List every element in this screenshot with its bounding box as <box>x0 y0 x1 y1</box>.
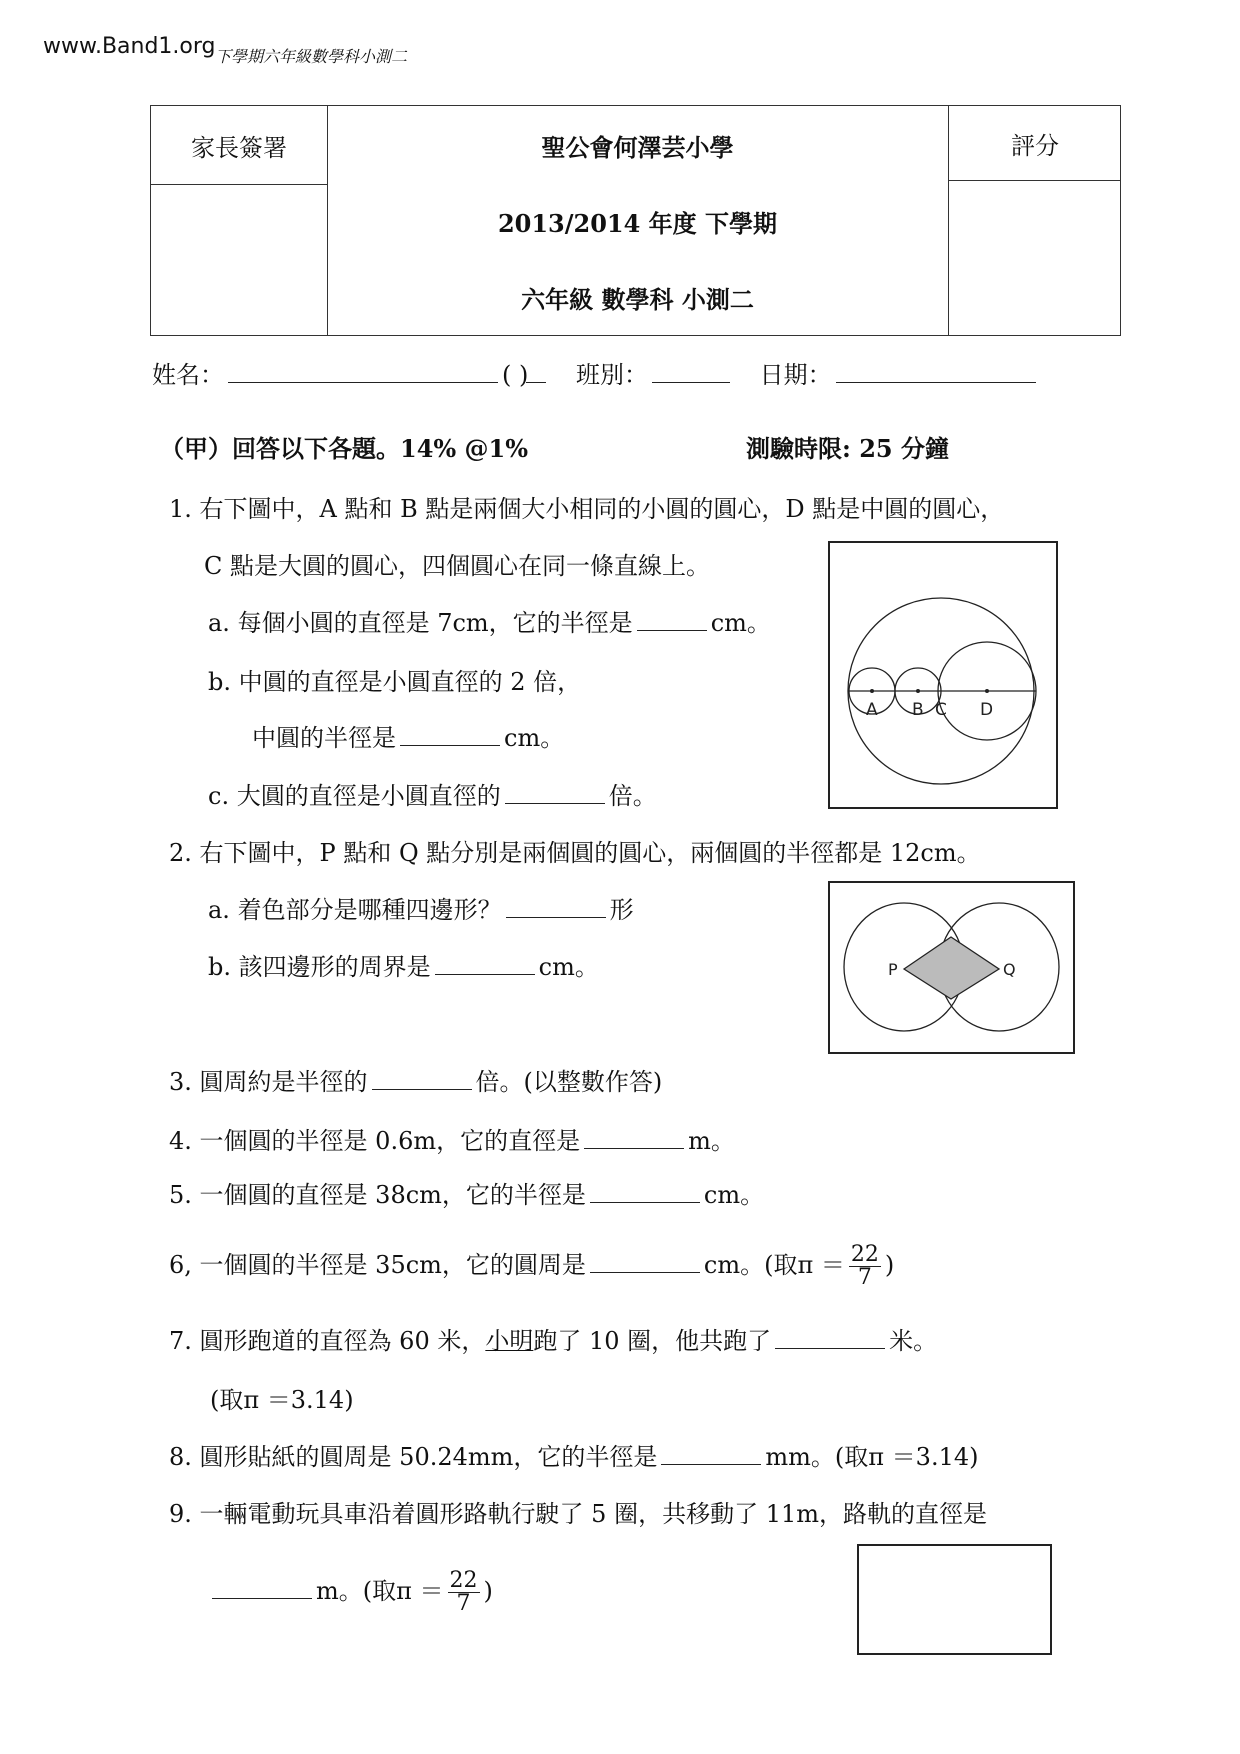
school-year: 2013/2014 年度 下學期 <box>497 209 778 238</box>
question-7-note: (取π ＝3.14) <box>210 1386 354 1414</box>
question-1-text2: C 點是大圓的圓心，四個圓心在同一條直線上。 <box>204 552 710 580</box>
test-subject: 六年級 數學科 小測二 <box>521 285 754 314</box>
answer-3[interactable] <box>372 1067 472 1090</box>
question-7: 7. 圓形跑道的直徑為 60 米，小明跑了 10 圈，他共跑了 米。 <box>169 1327 938 1355</box>
answer-6[interactable] <box>590 1250 700 1273</box>
label-C: C <box>935 700 947 720</box>
answer-5[interactable] <box>590 1180 700 1203</box>
label-Q: Q <box>1003 960 1016 979</box>
question-2: 2. 右下圖中，P 點和 Q 點分別是兩個圓的圓心，兩個圓的半徑都是 12cm。 <box>169 839 981 867</box>
school-name: 聖公會何澤芸小學 <box>541 133 734 162</box>
question-1b: b. 中圓的直徑是小圓直徑的 2 倍， <box>208 668 582 696</box>
question-9: 9. 一輛電動玩具車沿着圓形路軌行駛了 5 圈，共移動了 11m，路軌的直徑是 <box>169 1500 987 1528</box>
label-A: A <box>866 700 878 720</box>
question-9-line2: m。(取π ＝ $\frac{22}{7}$ ) <box>208 1570 493 1615</box>
name-field[interactable] <box>228 360 498 383</box>
name-label: 姓名： <box>152 361 224 389</box>
label-P: P <box>888 960 898 979</box>
parent-signature-label: 家長簽署 <box>191 134 287 162</box>
fraction-22-7: $\frac{22}{7}$ <box>449 1568 478 1616</box>
answer-9[interactable] <box>212 1576 312 1599</box>
class-label: 班別： <box>576 361 648 389</box>
answer-1c[interactable] <box>505 781 605 804</box>
question-1b-line2: 中圓的半徑是 cm。 <box>252 724 565 752</box>
question-2a: a. 着色部分是哪種四邊形？ 形 <box>208 896 634 924</box>
question-1a: a. 每個小圓的直徑是 7cm，它的半徑是 cm。 <box>208 609 771 637</box>
header-table <box>150 105 1121 336</box>
score-box <box>857 1544 1052 1655</box>
section-title: （甲）回答以下各題。14% @1% <box>160 434 529 463</box>
class-field[interactable] <box>652 360 730 383</box>
answer-2b[interactable] <box>435 952 535 975</box>
answer-1a[interactable] <box>637 608 707 631</box>
answer-1b[interactable] <box>400 723 500 746</box>
question-6: 6, 一個圓的半徑是 35cm，它的圓周是 cm。(取π ＝ $\frac{22}{7}$ ) <box>169 1242 895 1290</box>
question-5: 5. 一個圓的直徑是 38cm，它的半徑是 cm。 <box>169 1181 765 1209</box>
circles-figure-1 <box>828 541 1058 809</box>
time-limit: 測驗時限: 25 分鐘 <box>746 434 949 463</box>
site-watermark: www.Band1.org <box>43 34 216 59</box>
answer-2a[interactable] <box>506 895 606 918</box>
label-B: B <box>912 700 924 720</box>
circles-figure-2 <box>828 881 1075 1054</box>
class-number-paren: ( ) <box>502 361 529 389</box>
question-1: 1. 右下圖中，A 點和 B 點是兩個大小相同的小圓的圓心，D 點是中圓的圓心， <box>169 495 1005 523</box>
question-8: 8. 圓形貼紙的圓周是 50.24mm，它的半徑是 mm。(取π ＝3.14) <box>169 1443 979 1471</box>
answer-8[interactable] <box>661 1442 761 1465</box>
question-4: 4. 一個圓的半徑是 0.6m，它的直徑是 m。 <box>169 1127 735 1155</box>
question-1c: c. 大圓的直徑是小圓直徑的 倍。 <box>208 782 657 810</box>
question-2b: b. 該四邊形的周界是 cm。 <box>208 953 599 981</box>
score-label: 評分 <box>1011 132 1059 160</box>
answer-4[interactable] <box>584 1126 684 1149</box>
question-3: 3. 圓周約是半徑的 倍。(以整數作答) <box>169 1068 663 1096</box>
student-info-row <box>152 360 1040 390</box>
fraction-22-7: $\frac{22}{7}$ <box>850 1242 879 1290</box>
answer-7[interactable] <box>775 1326 885 1349</box>
date-label: 日期： <box>759 361 832 389</box>
label-D: D <box>980 700 994 720</box>
header-subtitle: 下學期六年級數學科小測二 <box>215 47 408 66</box>
date-field[interactable] <box>836 360 1036 383</box>
